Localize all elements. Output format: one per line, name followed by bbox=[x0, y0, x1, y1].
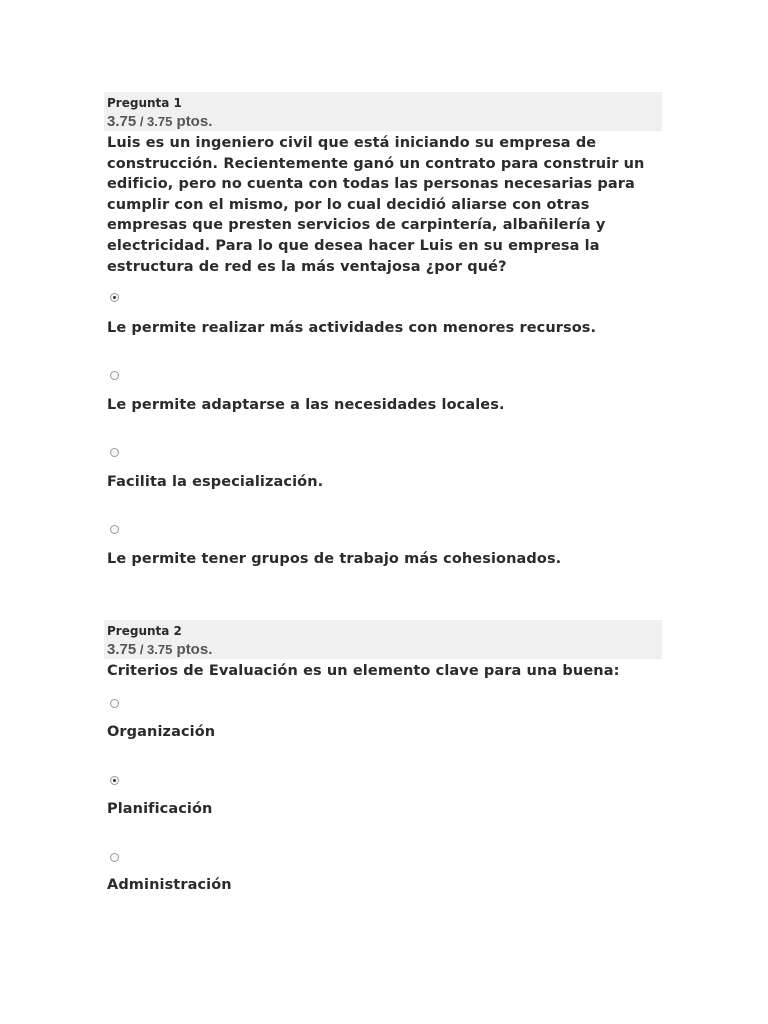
answer-option-label[interactable]: Facilita la especialización. bbox=[107, 474, 324, 490]
question-number: Pregunta 2 bbox=[107, 624, 182, 638]
question-1 bbox=[104, 92, 662, 567]
answer-option[interactable] bbox=[107, 371, 119, 380]
score-earned: 3.75 bbox=[107, 113, 137, 130]
answer-option-label[interactable]: Le permite adaptarse a las necesidades locales. bbox=[107, 397, 505, 413]
score-separator: / bbox=[136, 114, 148, 129]
score-unit: ptos. bbox=[172, 113, 213, 130]
question-text: Criterios de Evaluación es un elemento clave para una buena: bbox=[107, 663, 620, 679]
answer-option-label[interactable]: Le permite tener grupos de trabajo más cohesionados. bbox=[107, 551, 562, 567]
score-total: 3.75 bbox=[147, 114, 173, 129]
radio-button[interactable] bbox=[110, 371, 119, 380]
answer-option-label[interactable]: Organización bbox=[107, 724, 216, 740]
radio-button[interactable] bbox=[110, 525, 119, 534]
score-unit: ptos. bbox=[172, 641, 213, 658]
question-number: Pregunta 1 bbox=[107, 96, 182, 110]
score-separator: / bbox=[136, 642, 148, 657]
question-header bbox=[104, 620, 662, 659]
answer-option-label[interactable]: Administración bbox=[107, 877, 232, 893]
question-text: Luis es un ingeniero civil que está iniciando su empresa de construcción. Recientemente ganó un contrato para construir un edificio, pero no cuenta con todas las personas necesarias para cumplir con el mismo, por lo cual decidió aliarse con otras empresas que presten servicios de carpintería, albañilería y electricidad. Para lo que desea hacer Luis en su empresa la estructura de red es la más ventajosa ¿por qué? bbox=[107, 135, 645, 275]
answer-option[interactable] bbox=[107, 448, 119, 457]
answer-option[interactable] bbox=[107, 293, 119, 302]
question-header bbox=[104, 92, 662, 131]
answer-option[interactable] bbox=[107, 776, 119, 785]
radio-button[interactable] bbox=[110, 853, 119, 862]
question-score bbox=[107, 640, 659, 659]
radio-button-selected[interactable] bbox=[110, 293, 119, 302]
answer-option-label[interactable]: Planificación bbox=[107, 801, 213, 817]
answer-option[interactable] bbox=[107, 525, 119, 534]
radio-button[interactable] bbox=[110, 699, 119, 708]
question-2 bbox=[104, 620, 662, 893]
answer-option-label[interactable]: Le permite realizar más actividades con menores recursos. bbox=[107, 320, 597, 336]
radio-button-selected[interactable] bbox=[110, 776, 119, 785]
score-earned: 3.75 bbox=[107, 641, 137, 658]
answer-option[interactable] bbox=[107, 699, 119, 708]
answer-option[interactable] bbox=[107, 853, 119, 862]
score-total: 3.75 bbox=[147, 642, 173, 657]
radio-button[interactable] bbox=[110, 448, 119, 457]
question-score bbox=[107, 112, 659, 131]
